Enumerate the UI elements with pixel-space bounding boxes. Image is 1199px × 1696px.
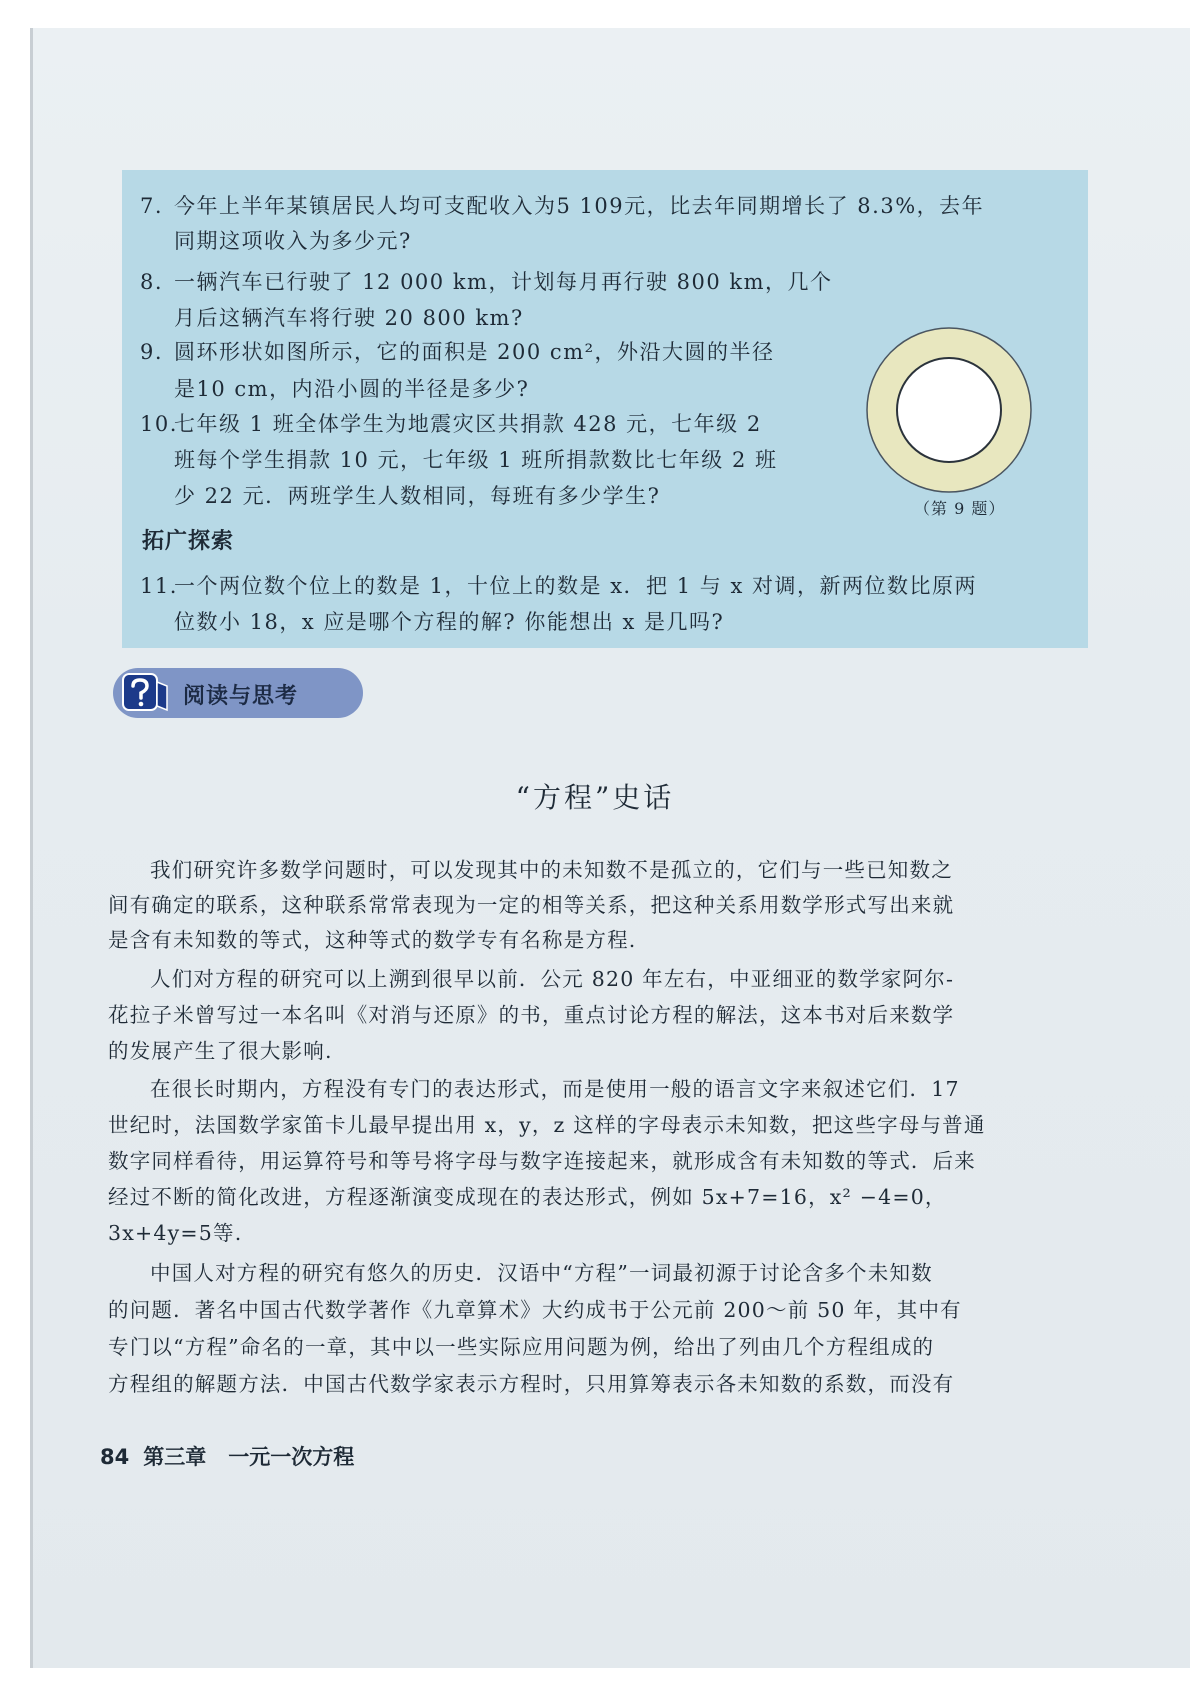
exercise-10-continued: 班每个学生捐款 10 元，七年级 1 班所捐款数比七年级 2 班 — [174, 448, 778, 472]
paragraph-3-line: 经过不断的简化改进，方程逐渐演变成现在的表达形式，例如 5x+7=16，x² −4=0， — [108, 1185, 947, 1209]
exercise-number: 7. — [140, 194, 164, 218]
paragraph-1-line: 间有确定的联系，这种联系常常表现为一定的相等关系，把这种关系用数学形式写出来就 — [108, 893, 955, 917]
paragraph-1-line: 我们研究许多数学问题时，可以发现其中的未知数不是孤立的，它们与一些已知数之 — [150, 858, 953, 882]
exercise-10-continued: 少 22 元．两班学生人数相同，每班有多少学生? — [174, 484, 661, 508]
paragraph-2-line: 人们对方程的研究可以上溯到很早以前．公元 820 年左右，中亚细亚的数学家阿尔- — [150, 967, 955, 991]
exercise-text: 一个两位数个位上的数是 1，十位上的数是 x．把 1 与 x 对调，新两位数比原两 — [174, 574, 977, 598]
exercise-8-continued: 月后这辆汽车将行驶 20 800 km? — [174, 306, 524, 330]
exercise-9 — [140, 336, 775, 366]
exercise-number: 8. — [140, 270, 164, 294]
question-book-icon — [119, 672, 171, 714]
paragraph-3-line: 3x+4y=5等. — [108, 1221, 243, 1245]
paragraph-2-line: 的发展产生了很大影响. — [108, 1039, 333, 1063]
annulus-figure — [864, 325, 1034, 495]
paragraph-3-line: 世纪时，法国数学家笛卡儿最早提出用 x，y，z 这样的字母表示未知数，把这些字母与普通 — [108, 1113, 986, 1137]
chapter-number: 第三章 — [143, 1445, 207, 1469]
paragraph-3-line: 在很长时期内，方程没有专门的表达形式，而是使用一般的语言文字来叙述它们．17 — [150, 1077, 960, 1101]
exercise-number: 9. — [140, 340, 164, 364]
exercise-number: 11. — [140, 574, 178, 598]
paragraph-4-line: 专门以“方程”命名的一章，其中以一些实际应用问题为例，给出了列由几个方程组成的 — [108, 1335, 935, 1359]
exercise-11 — [140, 570, 977, 600]
section-title: 拓广探索 — [142, 529, 235, 554]
paragraph-4-line: 方程组的解题方法．中国古代数学家表示方程时，只用算筹表示各未知数的系数，而没有 — [108, 1372, 955, 1396]
exercise-number: 10. — [140, 412, 178, 436]
exercise-8 — [140, 266, 833, 296]
page-margin-line — [30, 28, 33, 1668]
annulus-svg — [864, 325, 1034, 495]
exercise-box — [122, 170, 1088, 648]
paragraph-2-line: 花拉子米曾写过一本名叫《对消与还原》的书，重点讨论方程的解法，这本书对后来数学 — [108, 1003, 955, 1027]
inner-circle — [897, 358, 1001, 462]
textbook-page — [30, 28, 1190, 1668]
exercise-7-continued: 同期这项收入为多少元? — [174, 229, 412, 253]
page-number: 84 — [100, 1445, 130, 1469]
exercise-text: 圆环形状如图所示，它的面积是 200 cm²，外沿大圆的半径 — [174, 340, 775, 364]
exercise-text: 一辆汽车已行驶了 12 000 km，计划每月再行驶 800 km，几个 — [174, 270, 833, 294]
exercise-11-continued: 位数小 18，x 应是哪个方程的解? 你能想出 x 是几吗? — [174, 610, 725, 634]
exercise-7 — [140, 190, 984, 220]
article-title: “方程”史话 — [515, 781, 675, 814]
paragraph-1-line: 是含有未知数的等式，这种等式的数学专有名称是方程. — [108, 928, 637, 952]
exercise-10 — [140, 408, 762, 438]
page-footer — [100, 1441, 354, 1471]
exercise-text: 七年级 1 班全体学生为地震灾区共捐款 428 元，七年级 2 — [174, 412, 762, 436]
reading-section-tab — [113, 668, 363, 718]
exercise-text: 今年上半年某镇居民人均可支配收入为5 109元，比去年同期增长了 8.3%，去年 — [174, 194, 985, 218]
figure-caption: （第 9 题） — [914, 499, 1006, 518]
paragraph-3-line: 数字同样看待，用运算符号和等号将字母与数字连接起来，就形成含有未知数的等式．后来 — [108, 1149, 976, 1173]
reading-tab-label: 阅读与思考 — [183, 684, 299, 709]
paragraph-4-line: 的问题．著名中国古代数学著作《九章算术》大约成书于公元前 200～前 50 年，其中有 — [108, 1298, 962, 1322]
chapter-title: 一元一次方程 — [228, 1445, 355, 1469]
paragraph-4-line: 中国人对方程的研究有悠久的历史．汉语中“方程”一词最初源于讨论含多个未知数 — [150, 1261, 933, 1285]
exercise-9-continued: 是10 cm，内沿小圆的半径是多少? — [174, 377, 530, 401]
